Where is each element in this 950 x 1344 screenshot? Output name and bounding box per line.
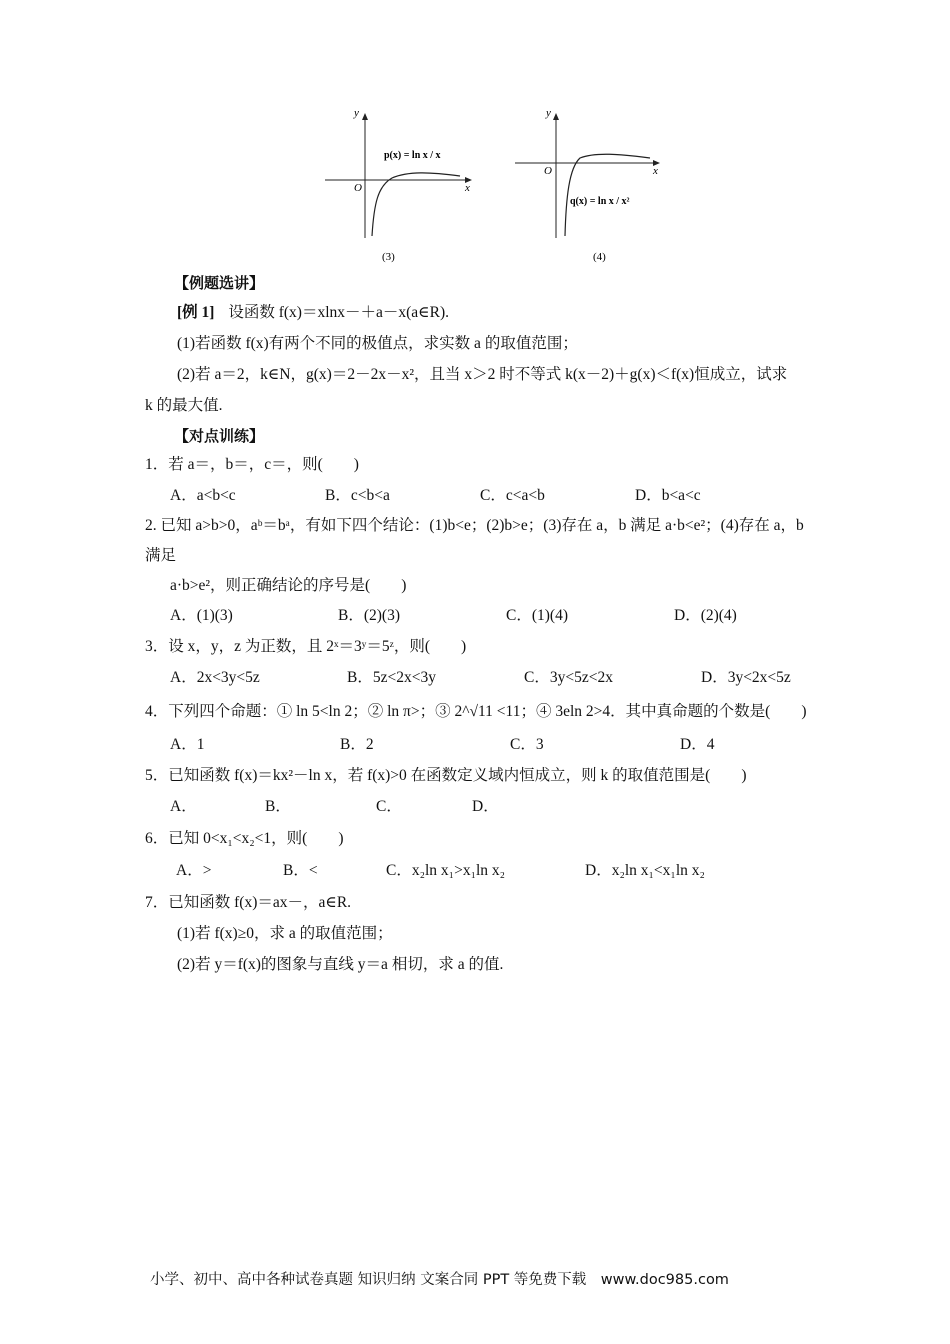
y-label: y (354, 108, 359, 119)
figure-3-graph (320, 108, 480, 268)
section-heading-examples: 【例题选讲】 (174, 274, 265, 292)
example-stem-text: 设函数 f(x)＝xlnx－＋a－x(a∈R). (228, 304, 450, 321)
q3-option-c: C．3y<5z<2x (524, 669, 613, 686)
y-axis-arrow-icon (362, 113, 368, 120)
q3-option-a: A．2x<3y<5z (170, 669, 260, 686)
x-label: x (653, 165, 658, 177)
question-1-stem: 1．若 a＝，b＝，c＝，则( ) (145, 456, 359, 473)
question-2-line3: a·b>e²，则正确结论的序号是( ) (170, 577, 407, 594)
q3-option-b: B．5z<2x<3y (347, 669, 436, 686)
q6-option-d: D．x₂ln x₁<x₁ln x₂ (585, 862, 705, 879)
example-label: [例 1] (177, 304, 215, 321)
q1-option-b: B．c<b<a (325, 487, 390, 504)
q6-option-a: A．> (176, 862, 212, 879)
question-2-line2: 满足 (145, 547, 177, 564)
question-2-line1: 2. 已知 a>b>0，aᵇ＝bᵃ，有如下四个结论：(1)b<e；(2)b>e；(3)存在 a，b 满足 a·b<e²；(4)存在 a，b (145, 517, 804, 534)
example-1-stem (177, 303, 449, 323)
x-label: x (465, 182, 470, 194)
q5-option-a: A． (170, 798, 197, 815)
figure-4-graph (510, 108, 670, 268)
y-label: y (546, 108, 551, 119)
question-7-part2: (2)若 y＝f(x)的图象与直线 y＝a 相切，求 a 的值. (177, 956, 504, 973)
q5-option-d: D． (472, 798, 499, 815)
origin-label: O (544, 165, 552, 177)
q2-option-b: B．(2)(3) (338, 607, 400, 624)
question-4-stem: 4．下列四个命题：① ln 5<ln 2；② ln π>；③ 2^√11 <11；④ 3eln 2>4．其中真命题的个数是( ) (145, 703, 807, 720)
function-label: q(x) = ln x / x² (570, 196, 630, 207)
figure-caption: (3) (382, 251, 395, 263)
q5-option-b: B． (265, 798, 291, 815)
y-axis-arrow-icon (553, 113, 559, 120)
q4-option-d: D．4 (680, 736, 715, 753)
question-7-stem: 7．已知函数 f(x)＝ax－，a∈R. (145, 894, 352, 911)
question-6-stem: 6．已知 0<x₁<x₂<1，则( ) (145, 830, 344, 847)
question-7-part1: (1)若 f(x)≥0，求 a 的取值范围； (177, 925, 393, 942)
q3-option-d: D．3y<2x<5z (701, 669, 791, 686)
q5-option-c: C． (376, 798, 402, 815)
section-heading-training: 【对点训练】 (174, 427, 265, 445)
curve-p (372, 173, 460, 236)
q4-option-b: B．2 (340, 736, 374, 753)
question-5-stem: 5．已知函数 f(x)＝kx²－ln x，若 f(x)>0 在函数定义域内恒成立，则 k 的取值范围是( ) (145, 767, 747, 784)
origin-label: O (354, 182, 362, 194)
question-3-stem: 3．设 x，y，z 为正数，且 2ˣ＝3ʸ＝5ᶻ，则( ) (145, 638, 467, 655)
q6-option-c: C．x₂ln x₁>x₁ln x₂ (386, 862, 506, 879)
q2-option-d: D．(2)(4) (674, 607, 737, 624)
q2-option-a: A．(1)(3) (170, 607, 233, 624)
example-1-part1: (1)若函数 f(x)有两个不同的极值点，求实数 a 的取值范围； (177, 335, 578, 352)
q6-option-b: B．< (283, 862, 318, 879)
example-1-part2-line2: k 的最大值. (145, 397, 223, 414)
function-label: p(x) = ln x / x (384, 150, 441, 161)
q4-option-c: C．3 (510, 736, 544, 753)
page-footer: 小学、初中、高中各种试卷真题 知识归纳 文案合同 PPT 等免费下载 www.doc985.com (150, 1272, 729, 1288)
q1-option-a: A．a<b<c (170, 487, 236, 504)
q4-option-a: A．1 (170, 736, 205, 753)
example-1-part2-line1: (2)若 a＝2，k∈N，g(x)＝2－2x－x²，且当 x＞2 时不等式 k(x－2)＋g(x)＜f(x)恒成立，试求 (177, 366, 788, 383)
q2-option-c: C．(1)(4) (506, 607, 568, 624)
q1-option-d: D．b<a<c (635, 487, 701, 504)
q1-option-c: C．c<a<b (480, 487, 545, 504)
figure-caption: (4) (593, 251, 606, 263)
